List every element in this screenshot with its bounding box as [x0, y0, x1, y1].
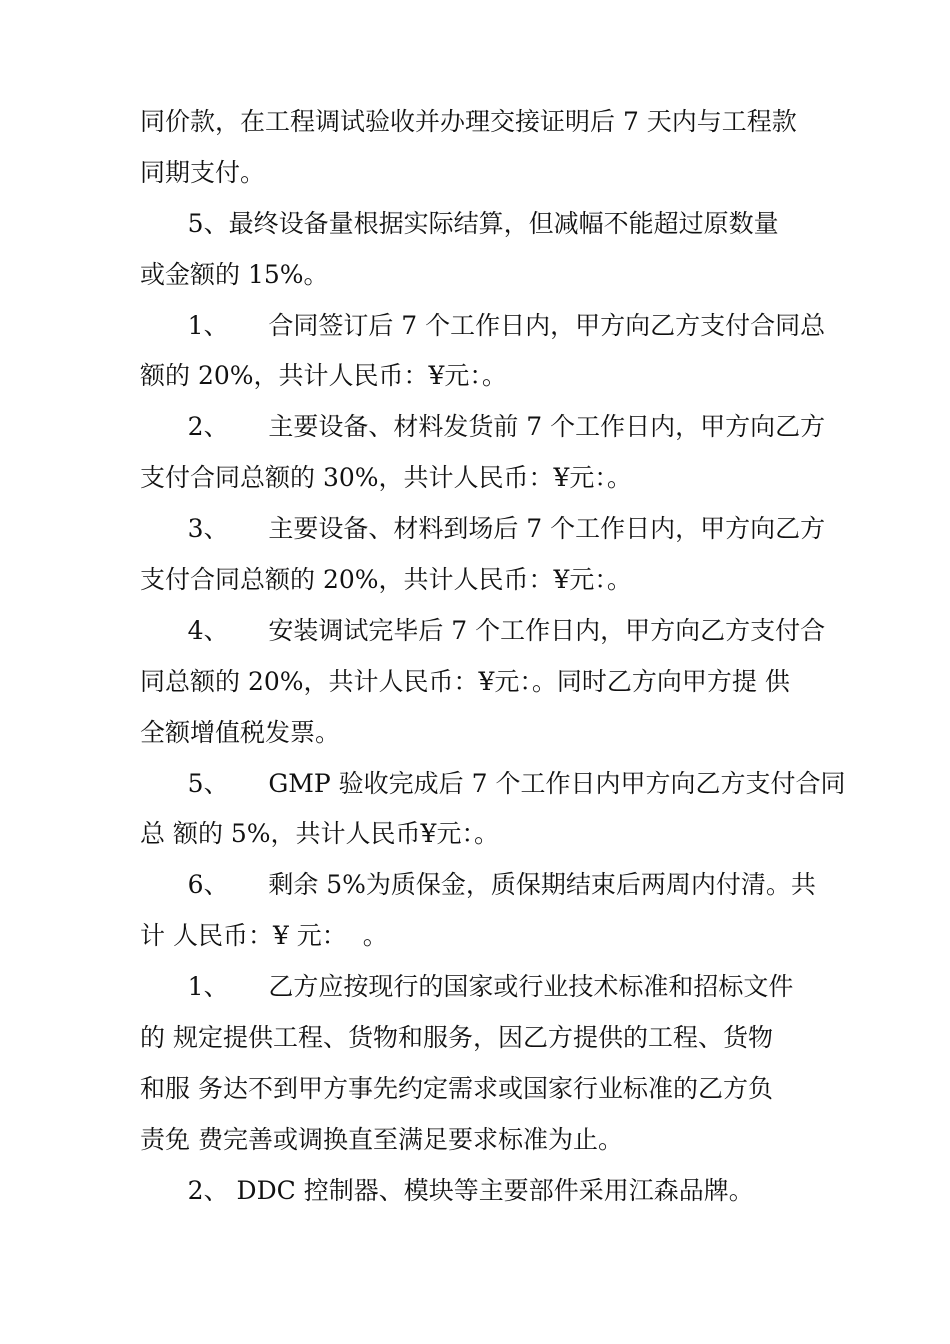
text-line: 或金额的 15%。	[140, 259, 329, 289]
text-line: 全额增值税发票。	[140, 717, 341, 747]
text-line: 总 额的 5%，共计人民币¥元：。	[140, 819, 499, 849]
document-body	[140, 97, 846, 1217]
text-line: 额的 20%，共计人民币：¥元：。	[140, 361, 507, 391]
paragraph-payment-5	[140, 759, 846, 861]
text-line: 的 规定提供工程、货物和服务，因乙方提供的工程、货物	[140, 1023, 773, 1053]
text-line: 1、 乙方应按现行的国家或行业技术标准和招标文件	[140, 972, 794, 1002]
text-line: 同总额的 20%，共计人民币：¥元：。同时乙方向甲方提 供	[140, 666, 790, 696]
paragraph-payment-2	[140, 402, 826, 504]
text-line: 和服 务达不到甲方事先约定需求或国家行业标准的乙方负	[140, 1073, 773, 1103]
text-line: 责免 费完善或调换直至满足要求标准为止。	[140, 1124, 623, 1154]
text-line: 2、 主要设备、材料发货前 7 个工作日内，甲方向乙方	[140, 412, 826, 442]
text-line: 支付合同总额的 20%，共计人民币：¥元：。	[140, 565, 632, 595]
text-line: 4、 安装调试完毕后 7 个工作日内，甲方向乙方支付合	[140, 615, 826, 645]
text-line: 2、 DDC 控制器、模块等主要部件采用江森品牌。	[140, 1175, 754, 1205]
paragraph-payment-6	[140, 860, 818, 962]
text-line: 5、最终设备量根据实际结算，但减幅不能超过原数量	[140, 208, 779, 238]
text-line: 支付合同总额的 30%，共计人民币：¥元：。	[140, 463, 632, 493]
paragraph-payment-4	[140, 606, 826, 759]
text-line: 5、 GMP 验收完成后 7 个工作日内甲方向乙方支付合同	[140, 768, 846, 798]
text-line: 1、 合同签订后 7 个工作日内，甲方向乙方支付合同总	[140, 310, 826, 340]
text-line: 同期支付。	[140, 157, 266, 187]
paragraph-equipment-quantity	[140, 199, 818, 301]
paragraph-quality-1	[140, 962, 818, 1166]
text-line: 同价款，在工程调试验收并办理交接证明后 7 天内与工程款	[140, 107, 797, 136]
text-line: 6、 剩余 5%为质保金，质保期结束后两周内付清。共	[140, 870, 816, 900]
text-line: 计 人民币：¥ 元： 。	[140, 921, 388, 951]
paragraph-payment-3	[140, 504, 826, 606]
text-line: 3、 主要设备、材料到场后 7 个工作日内，甲方向乙方	[140, 514, 826, 544]
paragraph-payment-1	[140, 301, 826, 403]
paragraph-payment-terms	[140, 97, 818, 199]
paragraph-quality-2	[140, 1166, 818, 1217]
